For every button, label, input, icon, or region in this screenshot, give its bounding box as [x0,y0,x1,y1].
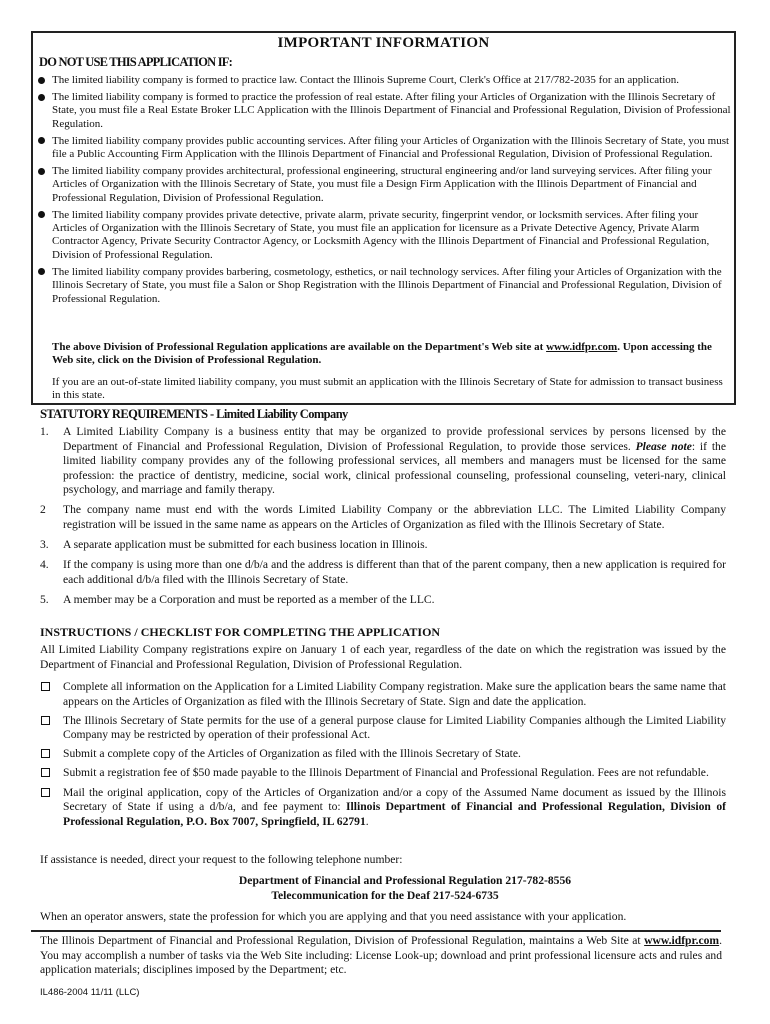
list-item: The limited liability company provides private detective, private alarm, private security, fingerprint vendor, or locksmith services. After filing your Articles of Organization with the Illinois Secretary of State, you must file an application for licensure as a Private Detective Agency, Private Alarm Contractor Agency, Private Security Contractor Agency, or Locksmith Agency with the Illinois Department of Financial and Professional Regulation, Division of Professional Regulation. [38,209,732,263]
checkbox-icon [41,749,50,758]
checkbox-icon [41,716,50,725]
web-site-note: The above Division of Professional Regulation applications are available on the Department's Web site at www.idfpr.com. Upon accessing the Web site, click on the Division of Professional Regulation. [52,341,712,367]
checkbox-icon [41,682,50,691]
checklist [40,680,726,834]
bullet-icon [38,211,45,218]
list-item: The limited liability company provides architectural, professional engineering, structural engineering and/or land surveying services. After filing your Articles of Organization with the Illinois Secretary of State, you must file a Design Firm Application with the Illinois Department of Financial and Professional Regulation, Division of Professional Regulation. [38,165,732,205]
list-item: The limited liability company is formed to practice the profession of real estate. After filing your Articles of Organization with the Illinois Secretary of State, you must file a Real Estate Broker LLC Application with the Illinois Department of Financial and Professional Regulation, Division of Professional Regulation. [38,91,732,131]
list-item: The limited liability company provides barbering, cosmetology, esthetics, or nail technology services. After filing your Articles of Organization with the Illinois Secretary of State, you must file a Salon or Shop Registration with the Illinois Department of Financial and Professional Regulation, Division of Professional Regulation. [38,266,732,306]
bullet-icon [38,94,45,101]
contact-block [0,873,770,903]
list-item: The limited liability company provides public accounting services. After filing your Articles of Organization with the Illinois Secretary of State, you must file a Public Accounting Firm Application with the Illinois Department of Financial and Professional Regulation, Division of Professional Regulation. [38,135,732,162]
instructions-heading: INSTRUCTIONS / CHECKLIST FOR COMPLETING THE APPLICATION [40,625,441,639]
instructions-intro: All Limited Liability Company registrations expire on January 1 of each year, regardless of the date on which the registration was issued by the Department of Financial and Professional Regulation, Division of Professional Regulation. [40,643,726,671]
important-information-box [31,31,736,405]
mailing-address: Illinois Department of Financial and Professional Regulation, Division of Professional Regulation, P.O. Box 7007, Springfield, IL 62791 [63,800,726,828]
checklist-item: Complete all information on the Application for a Limited Liability Company registration. Make sure the application bears the same name that appears on the Articles of Organization as filed with the Illinois Secretary of State. Sign and date the application. [40,680,726,709]
box-title: IMPORTANT INFORMATION [277,35,490,51]
idfpr-footer-link[interactable]: www.idfpr.com [644,934,720,947]
bullet-icon [38,268,45,275]
checklist-item: Submit a registration fee of $50 made payable to the Illinois Department of Financial and Professional Regulation. Fees are not refundable. [40,766,726,781]
form-id: IL486-2004 11/11 (LLC) [40,987,140,998]
out-of-state-note: If you are an out-of-state limited liability company, you must submit an application with the Illinois Secretary of State for admission to transact business in this state. [52,376,723,402]
checklist-item: Submit a complete copy of the Articles of Organization as filed with the Illinois Secretary of State. [40,747,726,762]
checklist-item: Mail the original application, copy of the Articles of Organization and/or a copy of the Assumed Name document as issued by the Illinois Secretary of State if using a d/b/a, and fee payment to: Illinois Department of Financial and Professional Regulation, Division of Professional Regulation, P.O. Box 7007, Springfield, IL 62791. [40,786,726,830]
tdd-phone: Telecommunication for the Deaf 217-524-6735 [271,889,499,902]
statutory-item: 3. A separate application must be submitted for each business location in Illinois. [40,538,428,552]
statutory-list [40,425,726,613]
statutory-item: 2 The company name must end with the words Limited Liability Company or the abbreviation LLC. The Limited Liability Company registration will be issued in the same name as appears on the Articles of Organization as filed with the Illinois Secretary of State. [40,503,726,532]
assistance-text: If assistance is needed, direct your request to the following telephone number: [40,853,403,866]
bullet-icon [38,168,45,175]
bullet-icon [38,77,45,84]
statutory-item: 5. A member may be a Corporation and must be reported as a member of the LLC. [40,592,435,606]
operator-text: When an operator answers, state the profession for which you are applying and that you need assistance with your application. [40,910,627,923]
statutory-item: 4. If the company is using more than one d/b/a and the address is different than that of the parent company, then a new application is required for each additional d/b/a filed with the Illinois Secretary of State. [40,558,726,586]
statutory-item: 1. A Limited Liability Company is a business entity that may be organized to provide professional services by persons licensed by the Department of Financial and Professional Regulation, Division of Professional Regulation, to provide those services. Please note: if the limited liability company provides any of the following professional services, all members and managers must be licensed for the same profession: the practice of dentistry, medicine, social work, clinical professional counseling, professional counseling, veteri-nary, clinical psychology, and marriage and family therapy. [40,425,726,497]
divider [31,930,721,932]
checkbox-icon [41,768,50,777]
please-note-emphasis: Please note [635,439,692,453]
checklist-item: The Illinois Secretary of State permits for the use of a general purpose clause for Limited Liability Companies although the Limited Liability Company may be restricted by operation of their professional Act. [40,714,726,743]
do-not-use-list [38,74,732,310]
bullet-icon [38,137,45,144]
do-not-use-heading: DO NOT USE THIS APPLICATION IF: [39,55,232,69]
statutory-heading: STATUTORY REQUIREMENTS - Limited Liability Company [40,407,348,421]
dfpr-phone: Department of Financial and Professional Regulation 217-782-8556 [238,874,572,887]
list-item: The limited liability company is formed to practice law. Contact the Illinois Supreme Court, Clerk's Office at 217/782-2035 for an application. [38,74,732,87]
footer-text: The Illinois Department of Financial and Professional Regulation, Division of Professional Regulation, maintains a Web Site at www.idfpr.com. You may accomplish a number of tasks via the Web Site including: License Look-up; download and print professional licensure acts and rules and application materials; disciplines imposed by the Department; etc. [40,934,722,977]
checkbox-icon [41,788,50,797]
idfpr-link[interactable]: www.idfpr.com [546,341,618,353]
